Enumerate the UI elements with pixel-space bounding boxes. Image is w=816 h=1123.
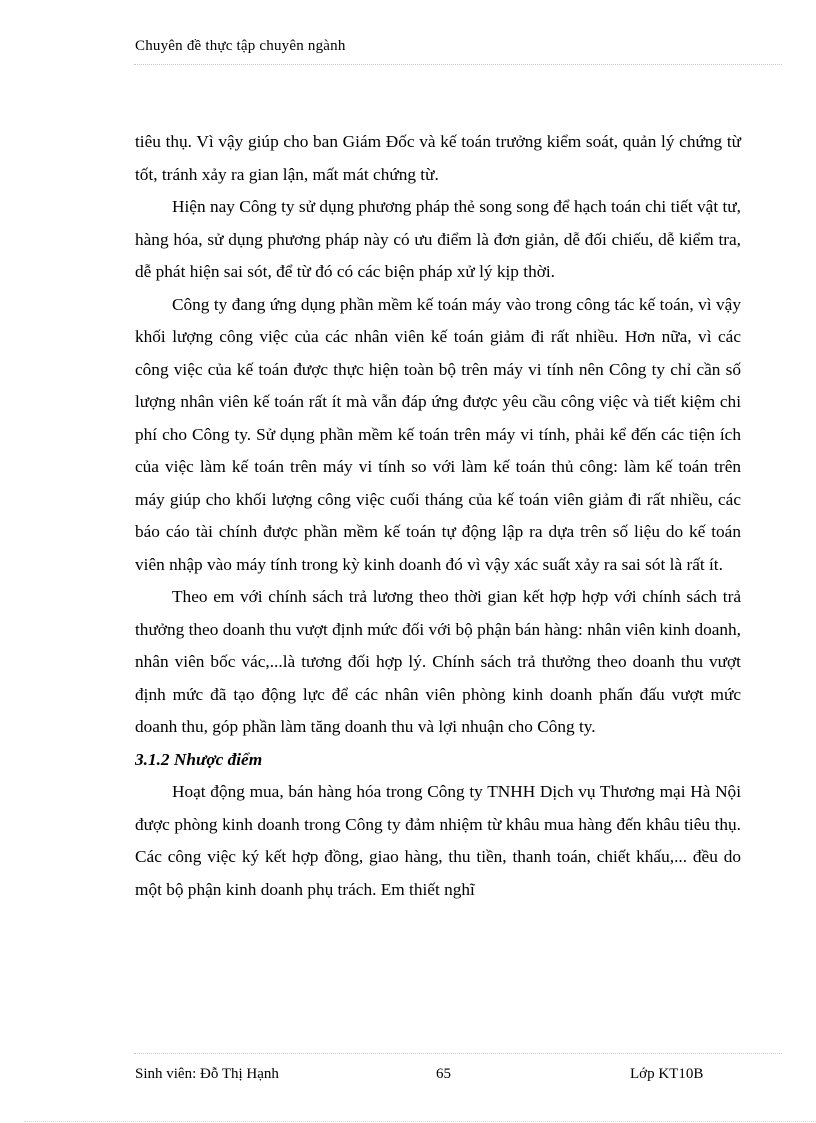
paragraph-salary-policy: Theo em với chính sách trả lương theo thời gian kết hợp hợp với chính sách trả thưởng theo doanh thu vượt định mức đối với bộ phận bán hàng: nhân viên kinh doanh, nhân viên bốc vác,...là tương đối hợp lý. Chính sách trả thưởng theo doanh thu vượt định mức đã tạo động lực để các nhân viên phòng kinh doanh phấn đấu vượt mức doanh thu, góp phần làm tăng doanh thu và lợi nhuận cho Công ty. — [135, 587, 741, 736]
page-header: Chuyên đề thực tập chuyên ngành — [135, 38, 346, 54]
document-body — [135, 126, 741, 906]
section-heading: 3.1.2 Nhược điểm — [135, 749, 263, 769]
footer-student: Sinh viên: Đỗ Thị Hạnh — [135, 1066, 279, 1082]
paragraph-card-method: Hiện nay Công ty sử dụng phương pháp thẻ song song để hạch toán chi tiết vật tư, hàng hóa, sử dụng phương pháp này có ưu điểm là đơn giản, dễ đối chiếu, dễ kiểm tra, dễ phát hiện sai sót, để từ đó có các biện pháp xử lý kịp thời. — [135, 197, 741, 281]
footer-class: Lớp KT10B — [630, 1066, 704, 1082]
paragraph-weaknesses: Hoạt động mua, bán hàng hóa trong Công ty TNHH Dịch vụ Thương mại Hà Nội được phòng kinh doanh trong Công ty đảm nhiệm từ khâu mua hàng đến khâu tiêu thụ. Các công việc ký kết hợp đồng, giao hàng, thu tiền, thanh toán, chiết khấu,... đều do một bộ phận kinh doanh phụ trách. Em thiết nghĩ — [135, 782, 741, 899]
header-divider — [134, 64, 782, 65]
paragraph-continuation: tiêu thụ. Vì vậy giúp cho ban Giám Đốc và kế toán trưởng kiểm soát, quản lý chứng từ tốt, tránh xảy ra gian lận, mất mát chứng từ. — [135, 132, 741, 184]
footer-divider — [134, 1053, 782, 1054]
page-bottom-edge — [24, 1121, 816, 1122]
footer-page-number: 65 — [436, 1066, 451, 1082]
paragraph-accounting-software: Công ty đang ứng dụng phần mềm kế toán máy vào trong công tác kế toán, vì vậy khối lượng công việc của các nhân viên kế toán giảm đi rất nhiều. Hơn nữa, vì các công việc của kế toán được thực hiện toàn bộ trên máy vi tính nên Công ty chỉ cần số lượng nhân viên kế toán rất ít mà vẫn đáp ứng được yêu cầu công việc và tiết kiệm chi phí cho Công ty. Sử dụng phần mềm kế toán trên máy vi tính, phải kể đến các tiện ích của việc làm kế toán trên máy vi tính so với làm kế toán thủ công: làm kế toán trên máy giúp cho khối lượng công việc cuối tháng của kế toán viên giảm đi rất nhiều, các báo cáo tài chính được phần mềm kế toán tự động lập ra dựa trên số liệu do kế toán viên nhập vào máy tính trong kỳ kinh doanh đó vì vậy xác suất xảy ra sai sót là rất ít. — [135, 294, 741, 574]
